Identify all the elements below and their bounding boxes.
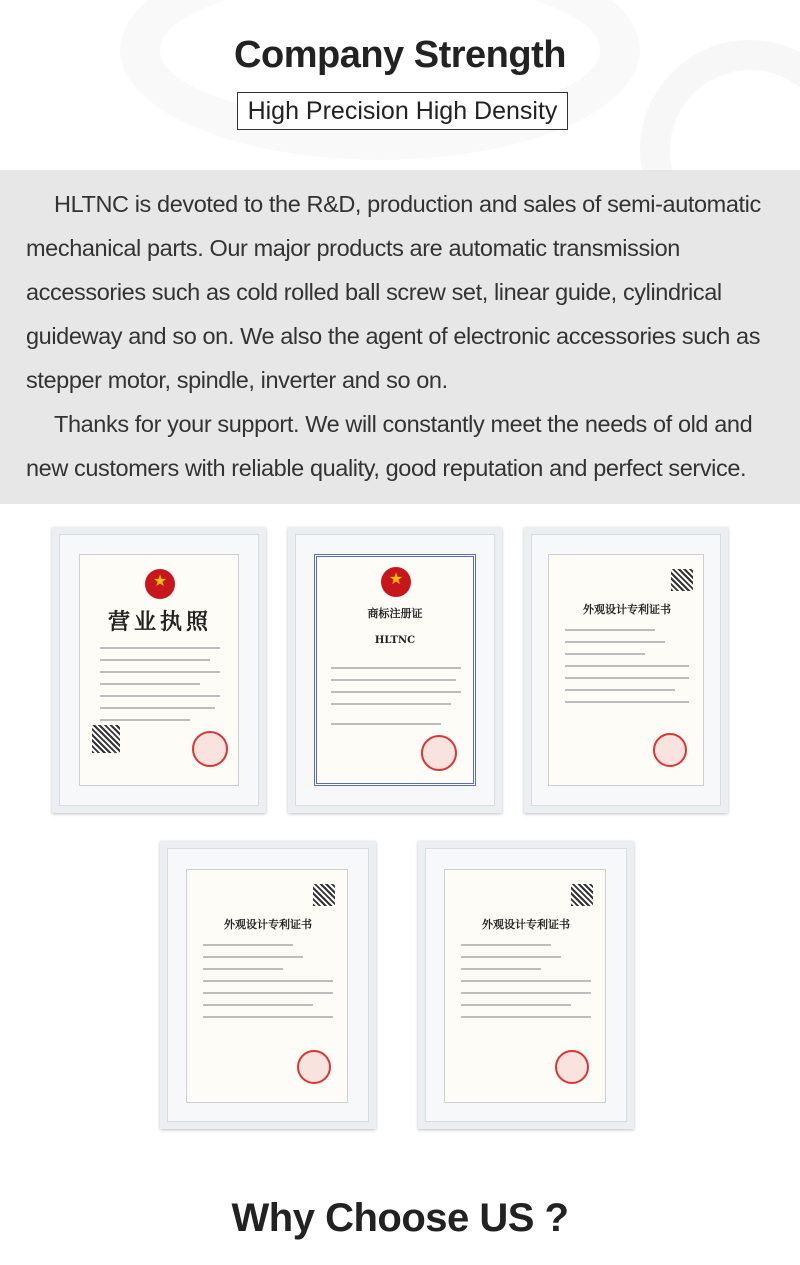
certificate-heading: 外观设计专利证书 (482, 918, 570, 931)
watermark-swirl (120, 0, 640, 160)
certificate-patent-2 (160, 841, 376, 1129)
official-seal-icon (653, 733, 687, 767)
certificate-paper (186, 869, 348, 1103)
official-seal-icon (421, 735, 457, 771)
national-emblem-icon (145, 569, 175, 599)
official-seal-icon (555, 1050, 589, 1084)
certificate-heading: 外观设计专利证书 (583, 603, 671, 616)
page-title: Company Strength (234, 34, 566, 76)
why-choose-us-title: Why Choose US ? (231, 1196, 569, 1240)
certificate-paper (444, 869, 606, 1103)
certificate-paper (79, 554, 239, 786)
header-watermark (0, 0, 800, 170)
certificate-paper (548, 554, 704, 786)
certificate-heading: 商标注册证 (367, 607, 423, 620)
official-seal-icon (297, 1050, 331, 1084)
qr-code-icon (671, 569, 693, 591)
certificate-heading: 营业执照 (107, 609, 212, 635)
certificate-patent-3 (418, 841, 634, 1129)
trademark-brand: HLTNC (374, 635, 416, 646)
certificate-paper (314, 554, 476, 786)
certificate-patent-1 (524, 527, 728, 813)
certificate-heading: 外观设计专利证书 (224, 918, 312, 931)
qr-code-icon (92, 725, 120, 753)
qr-code-icon (571, 884, 593, 906)
certificate-trademark (288, 527, 502, 813)
subtitle-box: High Precision High Density (237, 92, 568, 130)
qr-code-icon (313, 884, 335, 906)
intro-paragraph-1: HLTNC is devoted to the R&D, production and sales of semi-automatic mechanical parts. Our major products are automatic transmission accessories such as cold rolled ball screw set, linear guide, cylindrical guideway and so on. We also the agent of electronic accessories such as stepper motor, spindle, inverter and so on. (26, 191, 761, 393)
intro-paragraph-2: Thanks for your support. We will constantly meet the needs of old and new customers with reliable quality, good reputation and perfect service. (26, 411, 753, 481)
intro-section (0, 170, 800, 504)
official-seal-icon (192, 731, 228, 767)
certificate-business-license (52, 527, 266, 813)
national-emblem-icon (381, 567, 411, 597)
